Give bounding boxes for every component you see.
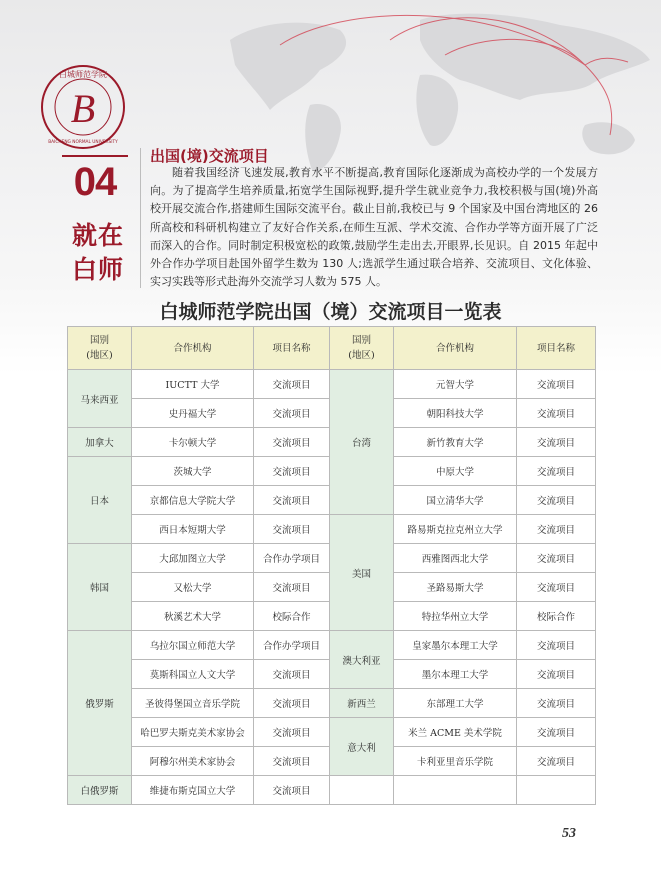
section-label-line1: 就在 [71,221,124,250]
project-cell: 交流项目 [517,457,596,486]
institution-cell: 特拉华州立大学 [394,602,517,631]
project-cell: 交流项目 [517,689,596,718]
project-cell: 交流项目 [517,399,596,428]
region-cell: 日本 [68,457,132,544]
article-body: 随着我国经济飞速发展,教育水平不断提高,教育国际化逐渐成为高校办学的一个发展方向。为了提高学生培养质量,拓宽学生国际视野,提升学生就业竞争力,我校积极与国(境)外高校开展交流合作,搭建师生国际交流平台。截止目前,我校已与 9 个国家及中国台湾地区的 26 所高校和科研机构建立了友好合作关系,在师生互派、学术交流、合作办学等方面开展了广泛而深入的合作。同时制定积极宽松的政策,鼓励学生走出去,开眼界,长见识。自 2015 年起中外合作办学项目赴国外留学生数为 130 人;选派学生通过联合培养、交流项目、文化体验、实习实践等形式赴海外交流学习人数为 575 人。 [150,166,598,289]
region-cell: 意大利 [330,718,394,776]
institution-cell: 史丹福大学 [132,399,254,428]
project-cell: 交流项目 [254,660,330,689]
institution-cell: 米兰 ACME 美术学院 [394,718,517,747]
table-header-row [68,327,596,370]
region-cell: 马来西亚 [68,370,132,428]
institution-cell: 卡尔顿大学 [132,428,254,457]
region-cell: 俄罗斯 [68,631,132,776]
region-cell: 澳大利亚 [330,631,394,689]
project-cell: 交流项目 [254,776,330,805]
institution-cell: 大邱加图立大学 [132,544,254,573]
header-project: 项目名称 [517,327,596,370]
table-row [68,718,596,747]
institution-cell: 皇家墨尔本理工大学 [394,631,517,660]
institution-cell: 乌拉尔国立师范大学 [132,631,254,660]
table-row [68,370,596,399]
exchange-programs-table [67,326,596,805]
header-region: 国别 (地区) [68,327,132,370]
table-row [68,776,596,805]
project-cell: 交流项目 [254,573,330,602]
institution-cell: 墨尔本理工大学 [394,660,517,689]
institution-cell: 茨城大学 [132,457,254,486]
header-institution: 合作机构 [394,327,517,370]
region-cell: 新西兰 [330,689,394,718]
institution-cell: 中原大学 [394,457,517,486]
project-cell: 校际合作 [254,602,330,631]
institution-cell: 维捷布斯克国立大学 [132,776,254,805]
section-label-line2: 白师 [71,255,124,284]
project-cell: 交流项目 [517,747,596,776]
region-cell: 白俄罗斯 [68,776,132,805]
project-cell: 交流项目 [517,428,596,457]
page-number: 53 [562,826,576,841]
institution-cell: 莫斯科国立人文大学 [132,660,254,689]
institution-cell: IUCTT 大学 [132,370,254,399]
project-cell: 交流项目 [517,515,596,544]
section-number: 04 [73,160,117,204]
project-cell: 交流项目 [254,486,330,515]
article-heading: 出国(境)交流项目 [150,147,269,165]
project-cell: 校际合作 [517,602,596,631]
divider [140,148,141,288]
empty-cell [394,776,517,805]
institution-cell: 哈巴罗夫斯克美术家协会 [132,718,254,747]
institution-cell: 秋溪艺术大学 [132,602,254,631]
institution-cell: 朝阳科技大学 [394,399,517,428]
university-logo [40,64,126,150]
project-cell: 交流项目 [517,544,596,573]
project-cell: 交流项目 [517,631,596,660]
institution-cell: 阿穆尔州美术家协会 [132,747,254,776]
project-cell: 交流项目 [254,457,330,486]
institution-cell: 卡利亚里音乐学院 [394,747,517,776]
svg-text:B: B [70,86,96,131]
institution-cell: 元智大学 [394,370,517,399]
institution-cell: 京都信息大学院大学 [132,486,254,515]
table-row [68,689,596,718]
project-cell: 交流项目 [254,428,330,457]
project-cell: 交流项目 [254,370,330,399]
institution-cell: 东部理工大学 [394,689,517,718]
badge-rule [62,155,128,157]
institution-cell: 新竹教育大学 [394,428,517,457]
header-project: 项目名称 [254,327,330,370]
project-cell: 交流项目 [517,718,596,747]
header-region: 国别 (地区) [330,327,394,370]
project-cell: 合作办学项目 [254,631,330,660]
table-row [68,631,596,660]
table-title: 白城师范学院出国（境）交流项目一览表 [159,301,502,323]
project-cell: 交流项目 [254,689,330,718]
empty-cell [517,776,596,805]
institution-cell: 西雅图西北大学 [394,544,517,573]
project-cell: 交流项目 [254,718,330,747]
institution-cell: 圣路易斯大学 [394,573,517,602]
project-cell: 交流项目 [254,399,330,428]
table-row [68,515,596,544]
project-cell: 合作办学项目 [254,544,330,573]
header-institution: 合作机构 [132,327,254,370]
region-cell: 美国 [330,515,394,631]
region-cell: 加拿大 [68,428,132,457]
project-cell: 交流项目 [254,515,330,544]
project-cell: 交流项目 [517,573,596,602]
project-cell: 交流项目 [254,747,330,776]
region-cell: 韩国 [68,544,132,631]
project-cell: 交流项目 [517,370,596,399]
institution-cell: 圣彼得堡国立音乐学院 [132,689,254,718]
institution-cell: 路易斯克拉克州立大学 [394,515,517,544]
region-cell: 台湾 [330,370,394,515]
institution-cell: 西日本短期大学 [132,515,254,544]
svg-text:白城师范学院: 白城师范学院 [59,70,107,79]
institution-cell: 又松大学 [132,573,254,602]
project-cell: 交流项目 [517,486,596,515]
project-cell: 交流项目 [517,660,596,689]
institution-cell: 国立清华大学 [394,486,517,515]
svg-text:BAICHENG NORMAL UNIVERSITY: BAICHENG NORMAL UNIVERSITY [48,140,118,145]
empty-cell [330,776,394,805]
